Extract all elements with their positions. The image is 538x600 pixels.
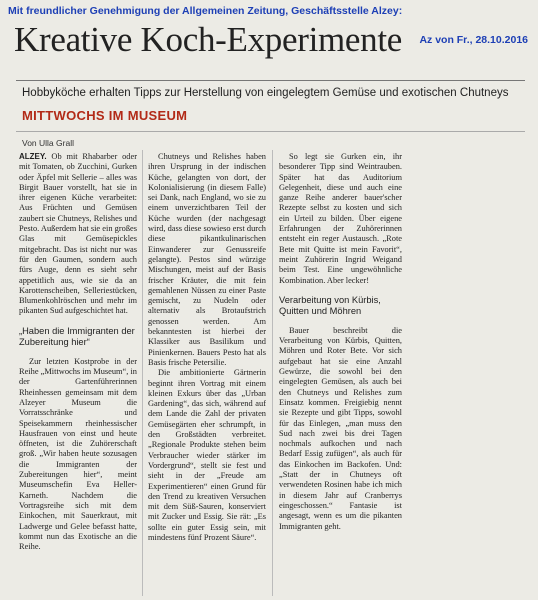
article-column-1 <box>19 152 137 598</box>
paragraph: Chutneys und Relishes haben ihren Ursprung in der indischen Küche, gelangten von dort, der Kolonialisierung (in diesem Falle) sei Dank, nach England, wo sie zu einem unverzichtbaren Teil der Küche wurden (der nachgesagt wird, dass diese sowieso erst durch diese pikantkulinarischen Einwanderer zur Genussreife gelangte). Pestos sind würzige Mischungen, meist auf der Basis frischer Kräuter, die mit fein gemahlenen Nüssen zu einer Paste gemischt, zu Nudeln oder alternativ als Brotaufstrich genossen werden. Am bekanntesten ist hierbei der Klassiker aus Basilikum und Pinienkernen. Bauers Pesto hat als Basis frische Petersilie. <box>148 152 266 367</box>
paragraph-text: Ob mit Rhabarber oder mit Tomaten, ob Zucchini, Gurken oder Äpfel mit Sellerie – alles was Birgit Bauer vorstellt, hat sie in ihrer eigenen Küche verarbeitet: Aus Früchten und Gemüsen zaubert sie Chutneys, Relishes und Pesto. Außerdem hat sie ein großes Glas mit Gemüsepickles mitgebracht. Das ist nicht nur was für den Gaumen, sondern auch fürs Auge, denn es sieht sehr appetitlich aus, wie sie da an Karottenscheiben, Selleriestücken, Blumenkohlröschen und mehr im pikanten Sud aufgeschichtet hat. <box>19 152 137 316</box>
paragraph: So legt sie Gurken ein, ihr besonderer Tipp sind Weintrauben. Später hat das Auditorium Gelegenheit, diese und auch eine ganze Reihe anderer bauer'scher Rezepte selbst zu kosten und sich ein Urteil zu bilden. Über eigene Erfahrungen der Zuhörerinnen entsteht ein reger Austausch. „Rote Bete mit Quitte ist mein Favorit“, meint Zuhörerin Ingrid Weigand beim Test. Eine ungewöhnliche Kombination. Aber lecker! <box>279 152 402 285</box>
headline-divider <box>16 80 525 81</box>
article-subheadline: Hobbyköche erhalten Tipps zur Herstellung von eingelegtem Gemüse und exotischen Chutneys <box>22 87 509 99</box>
article-column-2 <box>148 152 266 598</box>
dateline-location: ALZEY. <box>19 152 47 161</box>
section-subheading: Verarbeitung von Kürbis, Quitten und Möhren <box>279 294 381 317</box>
publication-date: Az von Fr., 28.10.2016 <box>419 34 528 46</box>
paragraph: Zur letzten Kostprobe in der Reihe „Mittwochs im Museum“, in der Gartenführerinnen Rheinhessen gemeinsam mit dem Alzeyer Museum die Vorratsschränke und Speisekammern rheinhessischer Hausfrauen von einst und heute öffneten, ist die Zuhörerschaft groß. „Wir haben heute sozusagen die Immigranten der Zubereitungen hier“, meint Museumschefin Eva Heller-Karneth. Nachdem die Vortragsreihe sich mit dem Einkochen, mit Sauerkraut, mit Ladwerge und Gelee befasst hatte, kommt nun das Exotische an die Reihe. <box>19 356 137 552</box>
kicker-divider <box>16 131 525 132</box>
section-subheading: „Haben die Immigranten der Zubereitung hier“ <box>19 325 135 348</box>
article-kicker: MITTWOCHS IM MUSEUM <box>22 108 188 123</box>
paragraph: Bauer beschreibt die Verarbeitung von Kürbis, Quitten, Möhren und Roter Bete. Vor sich aufgebaut hat sie eine Anzahl Gewürze, die sowohl bei den eingelegten Gemüsen, als auch bei den Chutneys und Relishes zum Einsatz kommen. Freigiebig nennt sie Rezepte und gibt Tipps, sowohl für das Einlegen, „man muss den Sud nach zwei bis drei Tagen nochmals aufkochen und nach Bedarf Essig zufügen“, als auch für das Einkochen im Backofen. Und: „Statt der in Chutneys oft verwendeten Rosinen habe ich mich in diesem Jahr auf Cranberrys eingeschossen.“ Fantasie ist angesagt, wenn es um die pikanten Immigranten geht. <box>279 325 402 531</box>
column-rule <box>142 150 143 596</box>
permission-credit: Mit freundlicher Genehmigung der Allgemeinen Zeitung, Geschäftsstelle Alzey: <box>8 5 403 17</box>
article-byline: Von Ulla Grall <box>22 138 74 148</box>
article-column-3 <box>279 152 402 598</box>
paragraph: Die ambitionierte Gärtnerin beginnt ihren Vortrag mit einem kleinen Exkurs über das „Urban Gardening“, das sich, während auf dem Lande die Zahl der privaten Gemüsegärten eher schrumpft, in den Großstädten verbreitet. „Regionale Produkte stehen beim Verbraucher wieder stärker im Vordergrund“, stellt sie fest und sieht in der „Freude am Experimentieren“ einen Grund für den Trend zu kreativen Versuchen mit dem Süß-Sauren, konserviert mit Zucker und Essig. Sie rät: „Es sollte ein guter Essig sein, mit mindestens fünf Prozent Säure“. <box>148 368 266 542</box>
column-rule <box>272 150 273 596</box>
article-headline: Kreative Koch-Experimente <box>14 20 403 59</box>
paragraph <box>19 152 137 317</box>
